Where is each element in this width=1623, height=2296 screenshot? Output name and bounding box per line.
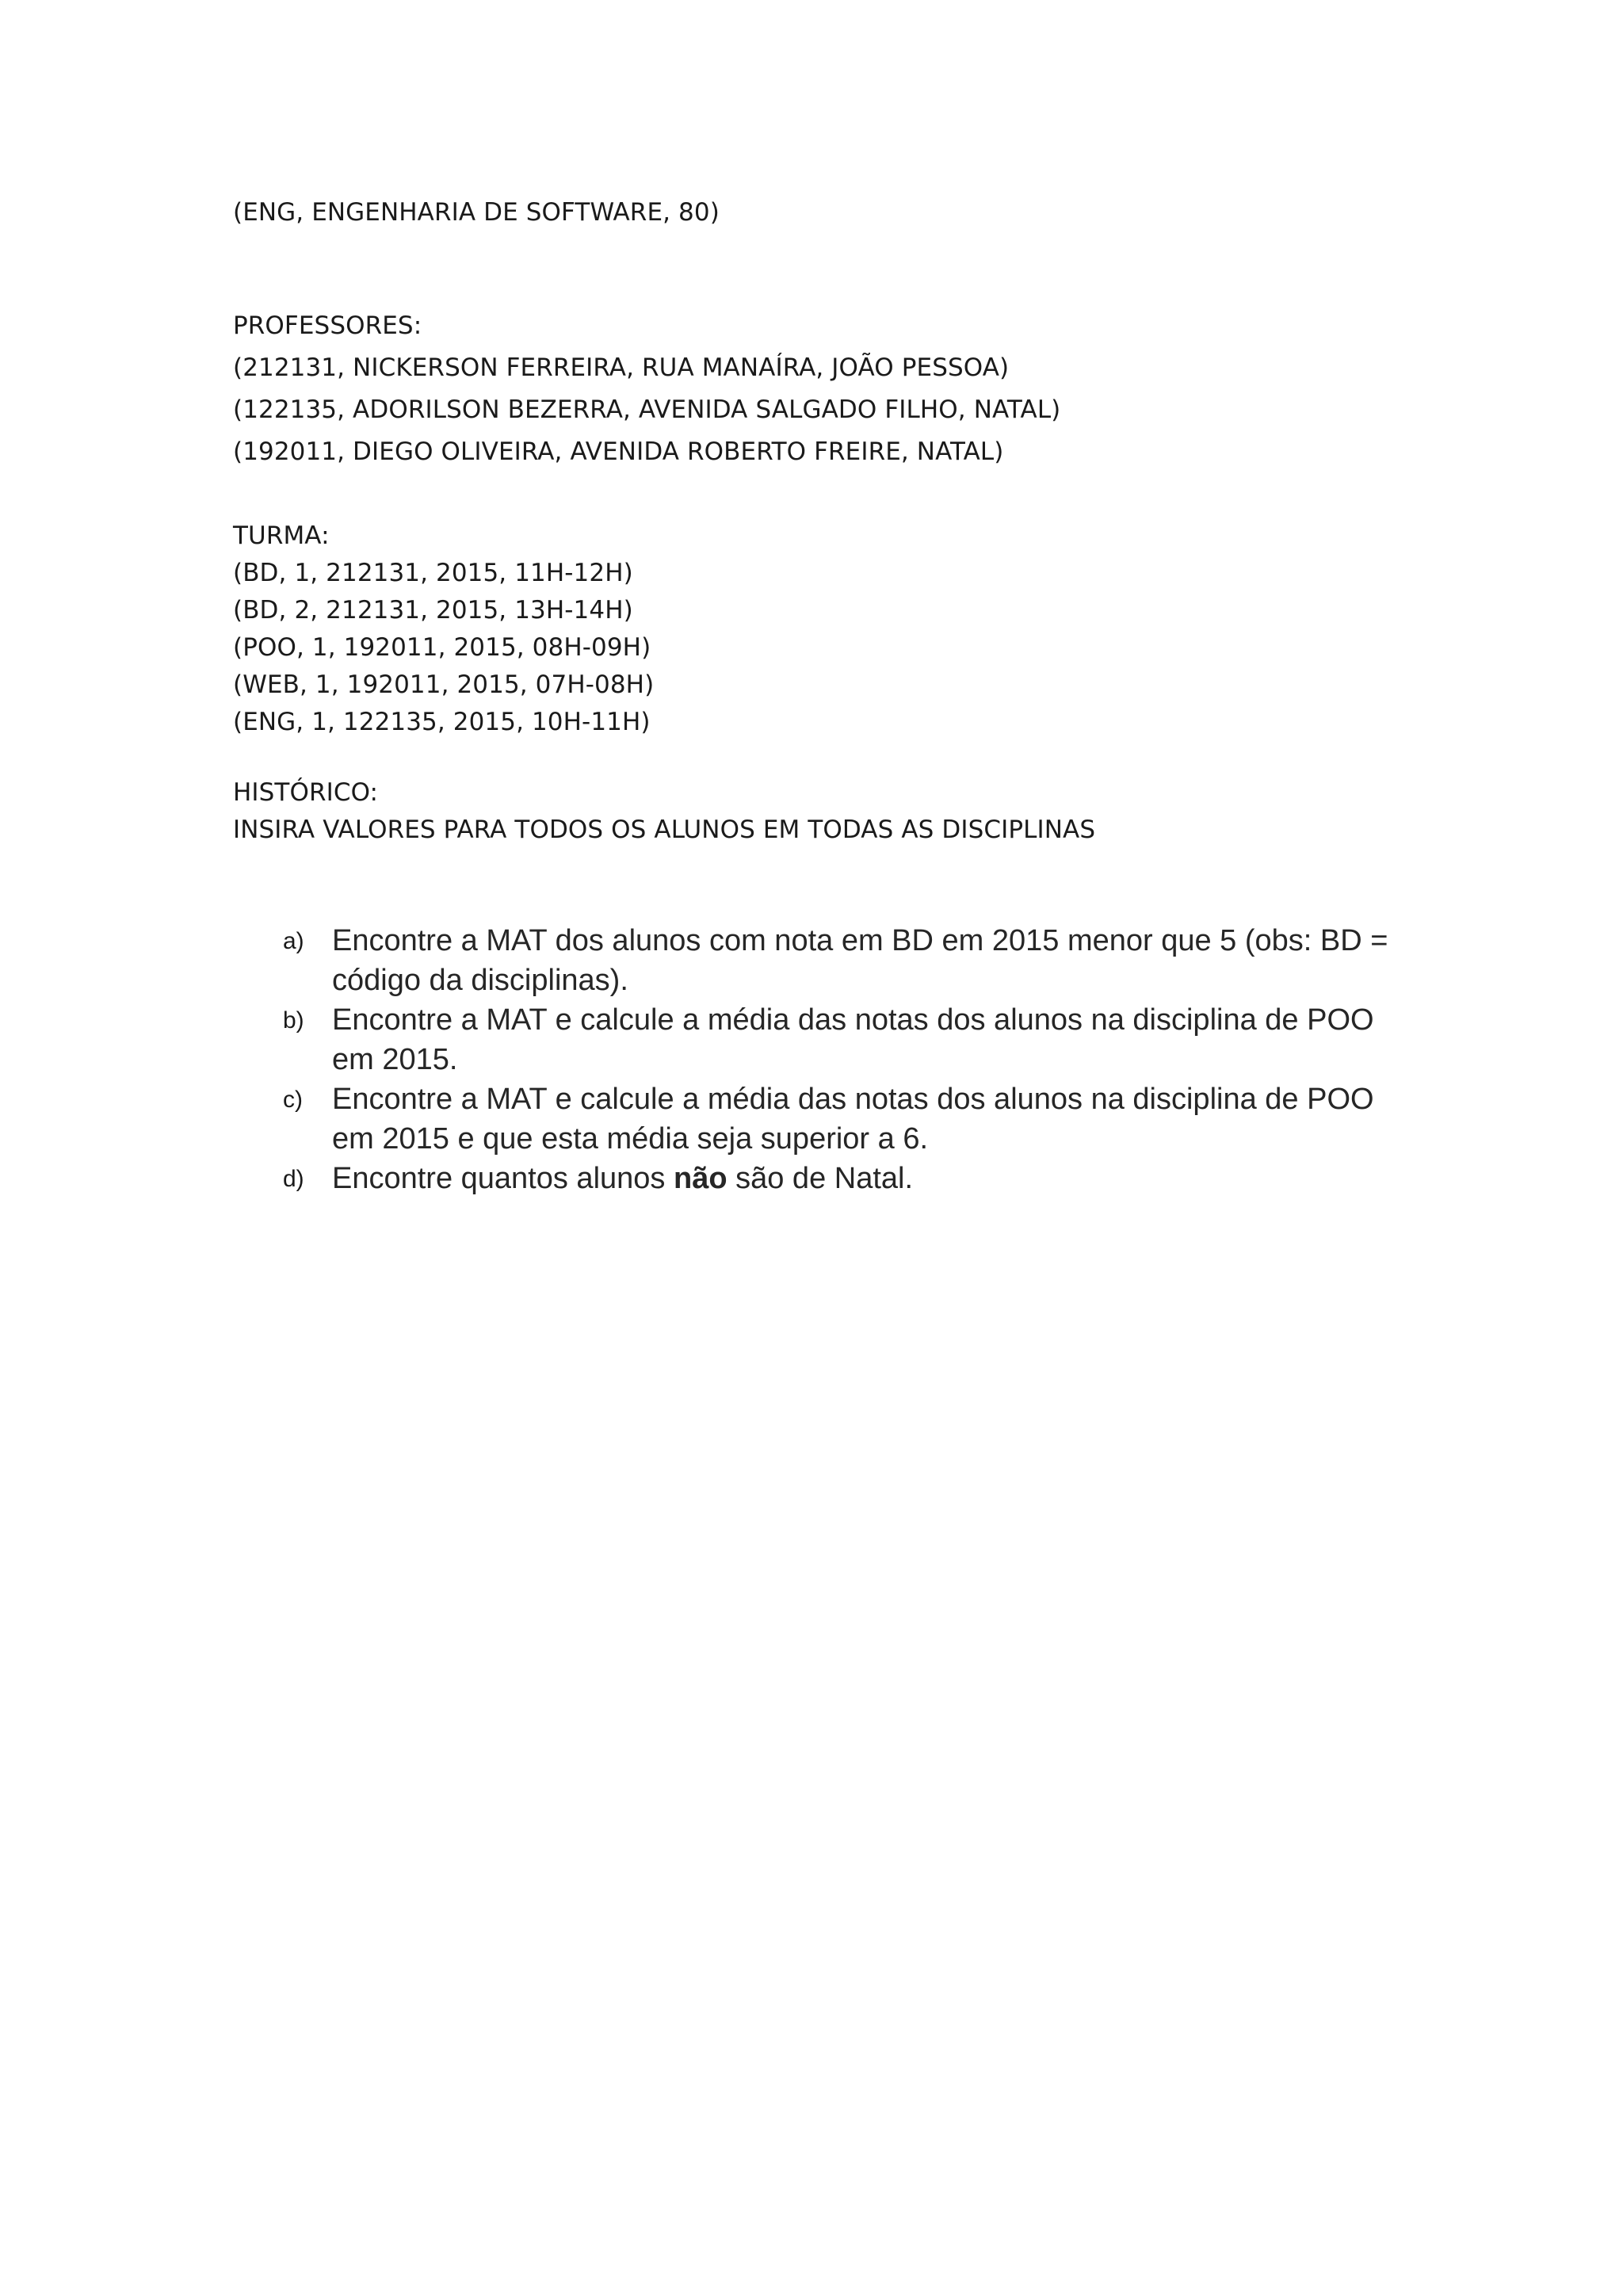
professor-row: (212131, NICKERSON FERREIRA, RUA MANAÍRA, JOÃO PESSOA) <box>233 353 1010 382</box>
question-letter: b) <box>283 1007 304 1033</box>
question-text-post: são de Natal. <box>735 1162 914 1195</box>
question-text: Encontre a MAT e calcule a média das notas dos alunos na disciplina de POO <box>332 1083 1374 1116</box>
question-letter: c) <box>283 1087 303 1113</box>
turma-row: (BD, 1, 212131, 2015, 11H-12H) <box>233 559 633 587</box>
turma-row: (POO, 1, 192011, 2015, 08H-09H) <box>233 633 651 662</box>
question-text-pre: Encontre quantos alunos <box>332 1162 666 1195</box>
turma-row: (WEB, 1, 192011, 2015, 07H-08H) <box>233 670 655 699</box>
disciplina-line: (ENG, ENGENHARIA DE SOFTWARE, 80) <box>233 198 720 227</box>
question-text: Encontre a MAT e calcule a média das notas dos alunos na disciplina de POO <box>332 1003 1374 1037</box>
question-text-continued: em 2015. <box>332 1043 458 1076</box>
professor-row: (192011, DIEGO OLIVEIRA, AVENIDA ROBERTO FREIRE, NATAL) <box>233 437 1004 466</box>
question-text: Encontre a MAT dos alunos com nota em BD em 2015 menor que 5 (obs: BD = <box>332 924 1388 957</box>
question-text-continued: código da disciplinas). <box>332 964 628 997</box>
turma-row: (ENG, 1, 122135, 2015, 10H-11H) <box>233 708 651 736</box>
professores-heading: PROFESSORES: <box>233 311 422 340</box>
question-text-continued: em 2015 e que esta média seja superior a 6. <box>332 1122 929 1156</box>
turma-heading: TURMA: <box>233 521 330 550</box>
historico-heading: HISTÓRICO: <box>233 778 379 807</box>
question-letter: d) <box>283 1166 304 1192</box>
question-text-bold: não <box>673 1162 727 1195</box>
historico-instruction: INSIRA VALORES PARA TODOS OS ALUNOS EM TODAS AS DISCIPLINAS <box>233 816 1096 844</box>
question-text <box>332 1163 913 1194</box>
question-letter: a) <box>283 928 304 954</box>
turma-row: (BD, 2, 212131, 2015, 13H-14H) <box>233 596 633 625</box>
professor-row: (122135, ADORILSON BEZERRA, AVENIDA SALGADO FILHO, NATAL) <box>233 395 1061 424</box>
